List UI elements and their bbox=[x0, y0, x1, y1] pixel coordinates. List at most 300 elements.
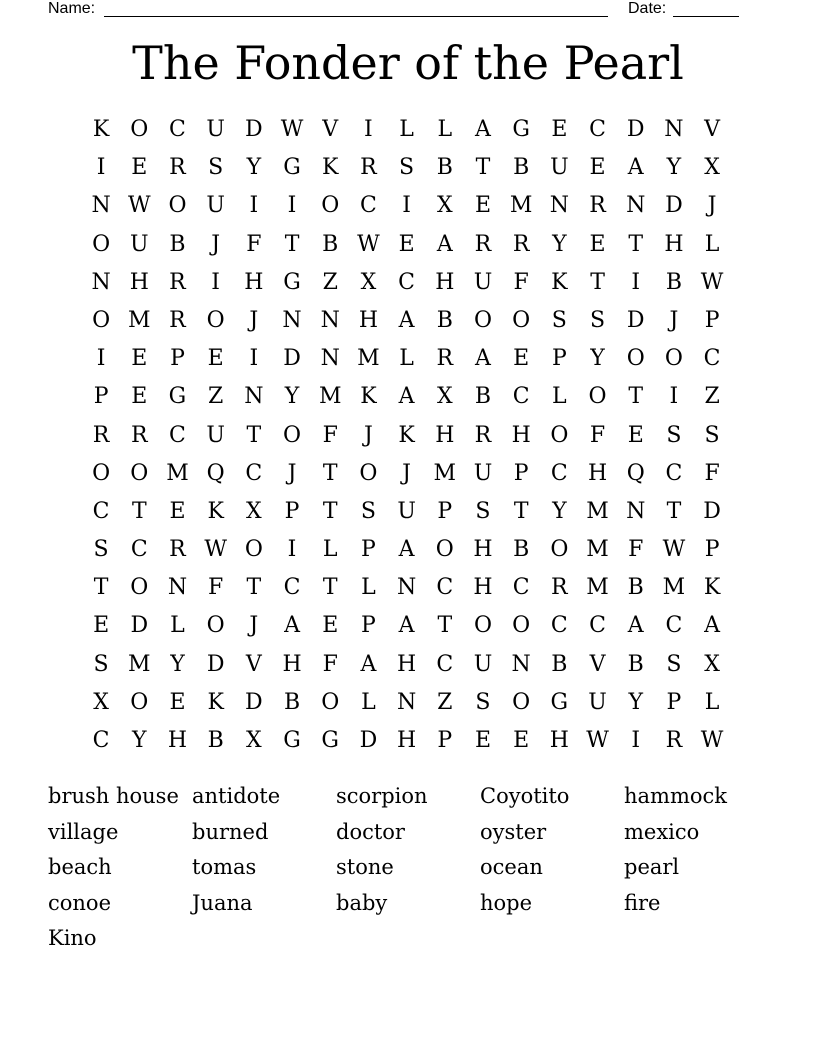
grid-letter: V bbox=[589, 651, 606, 677]
grid-letter: J bbox=[402, 460, 411, 486]
grid-letter: T bbox=[475, 155, 491, 181]
word-bank-item: hammock bbox=[624, 784, 728, 808]
grid-letter: Y bbox=[246, 155, 262, 181]
grid-row bbox=[82, 607, 732, 645]
grid-letter: R bbox=[474, 231, 492, 257]
grid-letter: C bbox=[550, 460, 568, 486]
grid-letter: C bbox=[589, 117, 606, 142]
grid-letter: K bbox=[703, 575, 721, 601]
grid-letter: O bbox=[626, 346, 645, 372]
grid-letter: K bbox=[92, 117, 110, 142]
grid-letter: S bbox=[589, 307, 606, 333]
grid-row bbox=[82, 378, 732, 416]
grid-letter: O bbox=[321, 689, 340, 715]
grid-letter: K bbox=[360, 384, 377, 410]
grid-letter: K bbox=[398, 422, 415, 448]
date-label: Date: bbox=[628, 0, 667, 17]
grid-letter: H bbox=[129, 269, 149, 295]
grid-letter: N bbox=[167, 575, 188, 601]
grid-letter: U bbox=[397, 498, 416, 524]
grid-letter: M bbox=[662, 575, 686, 601]
grid-letter: O bbox=[512, 613, 531, 639]
grid-letter: F bbox=[322, 422, 338, 448]
grid-letter: T bbox=[513, 498, 529, 524]
grid-letter: B bbox=[474, 384, 492, 410]
grid-letter: W bbox=[357, 231, 380, 257]
grid-letter: W bbox=[586, 728, 609, 753]
grid-row bbox=[82, 111, 732, 149]
grid-letter: O bbox=[206, 307, 225, 333]
grid-letter: E bbox=[93, 613, 110, 639]
grid-letter: K bbox=[207, 689, 224, 715]
grid-row bbox=[82, 417, 732, 455]
grid-letter: M bbox=[433, 460, 457, 486]
grid-letter: N bbox=[396, 689, 417, 715]
grid-letter: L bbox=[552, 384, 567, 410]
grid-letter: U bbox=[473, 651, 493, 677]
grid-letter: A bbox=[360, 651, 377, 677]
grid-letter: K bbox=[322, 155, 339, 181]
grid-letter: O bbox=[512, 307, 531, 333]
word-bank-item: pearl bbox=[624, 855, 680, 879]
name-date-line bbox=[48, 0, 748, 20]
grid-letter: O bbox=[283, 422, 302, 448]
grid-letter: P bbox=[437, 498, 453, 524]
grid-letter: Y bbox=[170, 651, 185, 677]
grid-letter: E bbox=[169, 498, 186, 524]
grid-letter: H bbox=[435, 422, 455, 448]
grid-letter: I bbox=[631, 728, 641, 753]
grid-letter: A bbox=[704, 613, 721, 639]
grid-letter: S bbox=[666, 651, 682, 677]
page-title: The Fonder of the Pearl bbox=[132, 36, 684, 90]
word-bank-item: village bbox=[48, 819, 119, 844]
grid-letter: R bbox=[169, 269, 186, 295]
grid-letter: H bbox=[473, 537, 493, 563]
grid-letter: L bbox=[399, 117, 414, 142]
word-bank-item: stone bbox=[336, 855, 394, 879]
grid-letter: C bbox=[169, 422, 186, 448]
grid-letter: E bbox=[551, 117, 568, 142]
word-bank-item: fire bbox=[624, 890, 661, 915]
grid-letter: A bbox=[627, 155, 644, 181]
grid-letter: I bbox=[402, 193, 411, 219]
grid-letter: N bbox=[282, 307, 302, 333]
grid-letter: C bbox=[589, 613, 606, 639]
grid-letter: I bbox=[96, 346, 106, 372]
grid-letter: L bbox=[704, 689, 720, 715]
grid-letter: C bbox=[398, 269, 416, 295]
grid-letter: Z bbox=[208, 384, 224, 410]
grid-letter: U bbox=[206, 193, 225, 219]
grid-letter: P bbox=[704, 307, 720, 333]
grid-letter: F bbox=[208, 575, 224, 601]
grid-letter: Y bbox=[666, 155, 682, 181]
grid-letter: V bbox=[245, 651, 262, 677]
grid-letter: E bbox=[131, 384, 148, 410]
grid-letter: G bbox=[321, 728, 339, 753]
grid-letter: H bbox=[397, 728, 417, 753]
grid-letter: L bbox=[399, 346, 414, 372]
name-label: Name: bbox=[48, 0, 96, 17]
grid-letter: W bbox=[280, 117, 304, 142]
grid-letter: D bbox=[626, 117, 645, 142]
grid-letter: T bbox=[590, 269, 605, 295]
grid-letter: Z bbox=[437, 689, 453, 715]
word-bank-item: Coyotito bbox=[480, 784, 570, 808]
grid-letter: H bbox=[397, 651, 417, 677]
grid-letter: S bbox=[551, 307, 567, 333]
word-bank-item: ocean bbox=[480, 855, 543, 879]
grid-letter: C bbox=[512, 384, 530, 410]
grid-letter: B bbox=[627, 575, 644, 601]
grid-letter: L bbox=[361, 689, 376, 715]
grid-letter: M bbox=[586, 498, 609, 524]
grid-letter: R bbox=[665, 728, 683, 753]
grid-letter: H bbox=[282, 651, 302, 677]
grid-letter: N bbox=[396, 575, 417, 601]
grid-letter: Y bbox=[284, 384, 300, 410]
grid-letter: W bbox=[204, 537, 227, 563]
grid-letter: L bbox=[170, 613, 185, 639]
grid-letter: D bbox=[206, 651, 225, 677]
grid-letter: D bbox=[665, 193, 683, 219]
grid-letter: X bbox=[436, 193, 453, 219]
grid-letter: P bbox=[361, 613, 376, 639]
grid-letter: C bbox=[359, 193, 377, 219]
grid-letter: T bbox=[131, 498, 147, 524]
grid-letter: I bbox=[287, 537, 297, 563]
grid-letter: Q bbox=[206, 460, 225, 486]
word-bank-item: mexico bbox=[624, 819, 700, 844]
grid-letter: P bbox=[284, 498, 300, 524]
word-bank-item: burned bbox=[192, 819, 269, 844]
grid-letter: D bbox=[626, 307, 645, 333]
grid-letter: P bbox=[666, 689, 682, 715]
grid-letter: A bbox=[475, 117, 491, 142]
grid-letter: N bbox=[626, 193, 646, 219]
grid-letter: O bbox=[473, 613, 492, 639]
grid-letter: A bbox=[436, 231, 453, 257]
grid-letter: I bbox=[249, 346, 259, 372]
grid-letter: O bbox=[130, 117, 149, 142]
grid-row bbox=[82, 684, 732, 722]
grid-letter: G bbox=[283, 269, 301, 295]
grid-letter: T bbox=[246, 575, 262, 601]
word-search-grid bbox=[82, 111, 732, 760]
grid-letter: M bbox=[586, 537, 609, 563]
grid-letter: I bbox=[249, 193, 259, 219]
grid-letter: B bbox=[513, 155, 530, 181]
grid-row bbox=[82, 493, 732, 531]
grid-letter: X bbox=[360, 269, 377, 295]
grid-letter: K bbox=[207, 498, 224, 524]
grid-letter: D bbox=[245, 117, 263, 142]
grid-letter: J bbox=[363, 422, 373, 448]
grid-letter: N bbox=[664, 117, 684, 142]
grid-letter: N bbox=[244, 384, 264, 410]
grid-letter: S bbox=[475, 498, 491, 524]
grid-letter: Z bbox=[704, 384, 720, 410]
grid-row bbox=[82, 531, 732, 569]
grid-letter: S bbox=[93, 651, 109, 677]
grid-letter: U bbox=[130, 231, 149, 257]
word-bank-item: beach bbox=[48, 855, 112, 879]
grid-letter: E bbox=[513, 346, 530, 372]
grid-letter: O bbox=[321, 193, 340, 219]
grid-letter: A bbox=[627, 613, 644, 639]
grid-letter: C bbox=[92, 498, 110, 524]
grid-letter: F bbox=[513, 269, 529, 295]
grid-letter: K bbox=[551, 269, 568, 295]
grid-letter: X bbox=[246, 498, 262, 524]
grid-letter: T bbox=[246, 422, 262, 448]
grid-letter: I bbox=[364, 117, 373, 142]
grid-letter: A bbox=[284, 613, 300, 639]
grid-letter: O bbox=[130, 575, 149, 601]
word-bank-item: Kino bbox=[48, 926, 97, 950]
grid-letter: A bbox=[398, 307, 415, 333]
grid-letter: B bbox=[436, 155, 453, 181]
grid-letter: O bbox=[473, 307, 492, 333]
grid-letter: N bbox=[626, 498, 646, 524]
grid-letter: C bbox=[130, 537, 148, 563]
word-bank-item: scorpion bbox=[336, 784, 428, 808]
grid-letter: C bbox=[169, 117, 186, 142]
grid-letter: X bbox=[436, 384, 453, 410]
grid-letter: Y bbox=[552, 498, 567, 524]
grid-letter: R bbox=[512, 231, 530, 257]
grid-letter: M bbox=[509, 193, 533, 219]
grid-letter: I bbox=[669, 384, 679, 410]
grid-letter: N bbox=[91, 269, 111, 295]
grid-letter: Y bbox=[628, 689, 643, 715]
grid-letter: J bbox=[707, 193, 717, 219]
word-bank-item: baby bbox=[336, 890, 388, 915]
grid-letter: E bbox=[474, 193, 491, 219]
grid-letter: S bbox=[93, 537, 109, 563]
grid-letter: B bbox=[665, 269, 682, 295]
grid-letter: B bbox=[283, 689, 301, 715]
grid-letter: E bbox=[398, 231, 415, 257]
grid-letter: O bbox=[206, 613, 225, 639]
grid-letter: R bbox=[589, 193, 606, 219]
grid-letter: D bbox=[703, 498, 721, 524]
grid-letter: P bbox=[170, 346, 185, 372]
name-blank-line bbox=[104, 16, 608, 17]
grid-letter: N bbox=[511, 651, 531, 677]
word-bank-item: antidote bbox=[192, 784, 281, 808]
grid-letter: G bbox=[512, 117, 530, 142]
grid-letter: V bbox=[704, 117, 721, 142]
grid-letter: H bbox=[587, 460, 608, 486]
grid-letter: S bbox=[399, 155, 415, 181]
grid-letter: E bbox=[627, 422, 644, 448]
grid-letter: H bbox=[435, 269, 455, 295]
grid-letter: R bbox=[130, 422, 148, 448]
grid-letter: H bbox=[549, 728, 569, 753]
grid-letter: S bbox=[360, 498, 376, 524]
grid-letter: R bbox=[436, 346, 454, 372]
word-bank-item: oyster bbox=[480, 819, 547, 844]
grid-letter: X bbox=[246, 728, 262, 753]
grid-letter: G bbox=[550, 689, 569, 715]
word-bank-item: conoe bbox=[48, 890, 111, 915]
grid-letter: U bbox=[206, 117, 225, 142]
grid-letter: R bbox=[92, 422, 110, 448]
grid-letter: C bbox=[550, 613, 568, 639]
grid-letter: F bbox=[589, 422, 606, 448]
grid-row bbox=[82, 149, 732, 187]
grid-letter: Z bbox=[322, 269, 338, 295]
grid-letter: M bbox=[166, 460, 189, 486]
grid-letter: D bbox=[359, 728, 378, 753]
grid-letter: O bbox=[664, 346, 683, 372]
grid-row bbox=[82, 569, 732, 607]
grid-letter: O bbox=[92, 307, 111, 333]
grid-letter: F bbox=[704, 460, 720, 486]
grid-row bbox=[82, 302, 732, 340]
grid-letter: I bbox=[287, 193, 297, 219]
grid-letter: A bbox=[398, 384, 415, 410]
grid-letter: B bbox=[207, 728, 224, 753]
grid-letter: E bbox=[207, 346, 224, 372]
grid-letter: T bbox=[437, 613, 453, 639]
grid-letter: O bbox=[244, 537, 263, 563]
grid-letter: P bbox=[551, 346, 567, 372]
grid-letter: A bbox=[398, 537, 415, 563]
grid-letter: I bbox=[211, 269, 220, 295]
grid-row bbox=[82, 340, 732, 378]
word-bank-item: hope bbox=[480, 890, 533, 915]
grid-letter: B bbox=[551, 651, 568, 677]
grid-letter: S bbox=[704, 422, 720, 448]
grid-letter: F bbox=[322, 651, 338, 677]
grid-letter: O bbox=[130, 689, 149, 715]
grid-letter: O bbox=[130, 460, 149, 486]
grid-letter: I bbox=[631, 269, 641, 295]
grid-letter: D bbox=[283, 346, 301, 372]
grid-letter: J bbox=[249, 307, 259, 333]
grid-letter: E bbox=[513, 728, 530, 753]
grid-letter: H bbox=[358, 307, 378, 333]
grid-letter: O bbox=[550, 537, 569, 563]
grid-letter: M bbox=[357, 346, 380, 372]
grid-letter: T bbox=[284, 231, 300, 257]
grid-letter: N bbox=[91, 193, 111, 219]
grid-letter: T bbox=[322, 498, 338, 524]
grid-letter: C bbox=[436, 575, 454, 601]
grid-letter: P bbox=[513, 460, 529, 486]
word-bank-item: brush house bbox=[48, 784, 179, 808]
grid-letter: C bbox=[512, 575, 530, 601]
grid-letter: R bbox=[360, 155, 377, 181]
grid-letter: E bbox=[589, 155, 606, 181]
grid-letter: U bbox=[550, 155, 569, 181]
grid-letter: C bbox=[283, 575, 301, 601]
grid-letter: H bbox=[511, 422, 531, 448]
word-bank-item: doctor bbox=[336, 819, 405, 844]
grid-letter: R bbox=[169, 537, 186, 563]
grid-letter: B bbox=[627, 651, 644, 677]
grid-letter: U bbox=[473, 460, 493, 486]
grid-letter: P bbox=[704, 537, 720, 563]
grid-letter: C bbox=[703, 346, 721, 372]
grid-letter: R bbox=[551, 575, 568, 601]
grid-letter: B bbox=[322, 231, 339, 257]
grid-letter: H bbox=[473, 575, 493, 601]
grid-letter: P bbox=[93, 384, 109, 410]
grid-letter: J bbox=[287, 460, 297, 486]
grid-letter: T bbox=[322, 460, 338, 486]
grid-letter: W bbox=[700, 728, 724, 753]
grid-letter: E bbox=[322, 613, 339, 639]
grid-row bbox=[82, 226, 732, 264]
grid-letter: G bbox=[168, 384, 187, 410]
grid-letter: T bbox=[666, 498, 682, 524]
grid-letter: Y bbox=[590, 346, 605, 372]
grid-letter: J bbox=[249, 613, 259, 639]
word-bank-item: Juana bbox=[192, 890, 253, 915]
grid-letter: M bbox=[128, 307, 151, 333]
grid-letter: F bbox=[246, 231, 262, 257]
grid-letter: Q bbox=[626, 460, 645, 486]
grid-letter: X bbox=[93, 689, 109, 715]
grid-letter: H bbox=[167, 728, 188, 753]
grid-letter: W bbox=[662, 537, 686, 563]
grid-letter: N bbox=[320, 307, 340, 333]
grid-letter: C bbox=[92, 728, 110, 753]
grid-letter: T bbox=[322, 575, 338, 601]
grid-letter: O bbox=[92, 231, 111, 257]
grid-letter: O bbox=[168, 193, 187, 219]
grid-letter: F bbox=[628, 537, 644, 563]
date-blank-line bbox=[673, 16, 739, 17]
grid-letter: H bbox=[244, 269, 264, 295]
word-bank bbox=[48, 779, 768, 957]
grid-letter: E bbox=[131, 346, 148, 372]
grid-letter: L bbox=[704, 231, 720, 257]
word-bank-item: tomas bbox=[192, 855, 257, 879]
grid-letter: A bbox=[475, 346, 491, 372]
grid-letter: X bbox=[704, 651, 720, 677]
grid-letter: N bbox=[549, 193, 569, 219]
grid-letter: Y bbox=[552, 231, 567, 257]
grid-letter: L bbox=[361, 575, 376, 601]
grid-row bbox=[82, 264, 732, 302]
grid-letter: S bbox=[208, 155, 224, 181]
grid-letter: T bbox=[628, 231, 644, 257]
grid-letter: E bbox=[131, 155, 148, 181]
grid-letter: W bbox=[127, 193, 151, 219]
grid-letter: M bbox=[128, 651, 151, 677]
grid-letter: U bbox=[206, 422, 225, 448]
grid-letter: M bbox=[318, 384, 342, 410]
grid-row bbox=[82, 646, 732, 684]
grid-letter: J bbox=[211, 231, 221, 257]
grid-letter: C bbox=[665, 460, 683, 486]
grid-letter: H bbox=[664, 231, 684, 257]
grid-letter: O bbox=[92, 460, 111, 486]
grid-letter: E bbox=[169, 689, 186, 715]
grid-letter: D bbox=[130, 613, 149, 639]
grid-letter: O bbox=[512, 689, 531, 715]
grid-letter: P bbox=[437, 728, 453, 753]
grid-letter: P bbox=[361, 537, 376, 563]
grid-letter: B bbox=[169, 231, 186, 257]
grid-letter: Y bbox=[132, 728, 147, 753]
grid-letter: M bbox=[586, 575, 609, 601]
